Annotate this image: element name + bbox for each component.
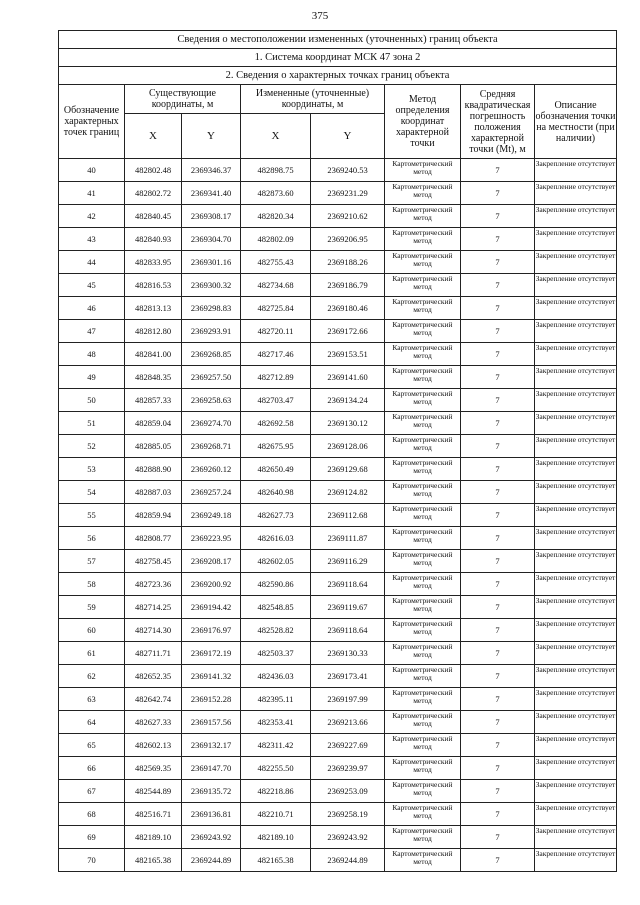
- cell-changed-x: 482436.03: [241, 665, 311, 688]
- coordinate-system-title: 1. Система координат МСК 47 зона 2: [59, 49, 617, 67]
- cell-existing-y: 2369172.19: [182, 642, 241, 665]
- cell-error: 7: [461, 527, 535, 550]
- cell-changed-x: 482755.43: [241, 251, 311, 274]
- header-error: Средняя квадратическая погрешность положения характерной точки (Mt), м: [461, 85, 535, 159]
- cell-changed-x: 482528.82: [241, 619, 311, 642]
- cell-point-number: 61: [59, 642, 125, 665]
- table-row: [59, 343, 617, 366]
- cell-description: Закрепление отсутствует: [535, 343, 617, 366]
- cell-error: 7: [461, 205, 535, 228]
- cell-changed-y: 2369206.95: [311, 228, 385, 251]
- cell-point-number: 53: [59, 458, 125, 481]
- table-row: [59, 159, 617, 182]
- cell-method: Картометрический метод: [385, 757, 461, 780]
- cell-point-number: 62: [59, 665, 125, 688]
- cell-description: Закрепление отсутствует: [535, 412, 617, 435]
- cell-existing-y: 2369346.37: [182, 159, 241, 182]
- cell-description: Закрепление отсутствует: [535, 780, 617, 803]
- cell-error: 7: [461, 228, 535, 251]
- cell-point-number: 51: [59, 412, 125, 435]
- cell-method: Картометрический метод: [385, 849, 461, 872]
- cell-method: Картометрический метод: [385, 481, 461, 504]
- cell-method: Картометрический метод: [385, 665, 461, 688]
- cell-method: Картометрический метод: [385, 527, 461, 550]
- cell-method: Картометрический метод: [385, 389, 461, 412]
- cell-error: 7: [461, 573, 535, 596]
- cell-changed-y: 2369153.51: [311, 343, 385, 366]
- cell-description: Закрепление отсутствует: [535, 550, 617, 573]
- cell-error: 7: [461, 642, 535, 665]
- cell-error: 7: [461, 734, 535, 757]
- table-row: [59, 803, 617, 826]
- cell-error: 7: [461, 412, 535, 435]
- table-title: Сведения о местоположении измененных (уточненных) границ объекта: [59, 31, 617, 49]
- cell-changed-y: 2369129.68: [311, 458, 385, 481]
- cell-existing-y: 2369200.92: [182, 573, 241, 596]
- header-changed-coords: Измененные (уточненные) координаты, м: [241, 85, 385, 114]
- cell-existing-x: 482642.74: [125, 688, 182, 711]
- cell-point-number: 49: [59, 366, 125, 389]
- cell-changed-y: 2369141.60: [311, 366, 385, 389]
- cell-error: 7: [461, 619, 535, 642]
- cell-changed-y: 2369112.68: [311, 504, 385, 527]
- cell-existing-x: 482808.77: [125, 527, 182, 550]
- cell-description: Закрепление отсутствует: [535, 297, 617, 320]
- cell-error: 7: [461, 550, 535, 573]
- cell-changed-x: 482873.60: [241, 182, 311, 205]
- cell-error: 7: [461, 435, 535, 458]
- cell-changed-x: 482218.86: [241, 780, 311, 803]
- cell-error: 7: [461, 458, 535, 481]
- cell-description: Закрепление отсутствует: [535, 228, 617, 251]
- cell-point-number: 60: [59, 619, 125, 642]
- cell-method: Картометрический метод: [385, 619, 461, 642]
- table-row: [59, 688, 617, 711]
- cell-error: 7: [461, 711, 535, 734]
- cell-existing-y: 2369157.56: [182, 711, 241, 734]
- cell-description: Закрепление отсутствует: [535, 665, 617, 688]
- cell-existing-x: 482848.35: [125, 366, 182, 389]
- cell-changed-y: 2369197.99: [311, 688, 385, 711]
- cell-method: Картометрический метод: [385, 228, 461, 251]
- cell-error: 7: [461, 596, 535, 619]
- cell-changed-y: 2369186.79: [311, 274, 385, 297]
- cell-error: 7: [461, 481, 535, 504]
- cell-existing-y: 2369244.89: [182, 849, 241, 872]
- cell-method: Картометрический метод: [385, 251, 461, 274]
- cell-changed-y: 2369134.24: [311, 389, 385, 412]
- cell-changed-x: 482720.11: [241, 320, 311, 343]
- cell-existing-y: 2369152.28: [182, 688, 241, 711]
- header-changed-x: X: [241, 114, 311, 159]
- cell-point-number: 47: [59, 320, 125, 343]
- cell-method: Картометрический метод: [385, 159, 461, 182]
- cell-point-number: 67: [59, 780, 125, 803]
- table-row: [59, 366, 617, 389]
- cell-changed-y: 2369231.29: [311, 182, 385, 205]
- cell-point-number: 41: [59, 182, 125, 205]
- cell-existing-x: 482813.13: [125, 297, 182, 320]
- table-row: [59, 826, 617, 849]
- cell-point-number: 64: [59, 711, 125, 734]
- cell-point-number: 43: [59, 228, 125, 251]
- cell-method: Картометрический метод: [385, 458, 461, 481]
- cell-existing-y: 2369223.95: [182, 527, 241, 550]
- table-row: [59, 642, 617, 665]
- cell-existing-y: 2369268.85: [182, 343, 241, 366]
- cell-existing-y: 2369274.70: [182, 412, 241, 435]
- cell-changed-y: 2369244.89: [311, 849, 385, 872]
- cell-changed-x: 482898.75: [241, 159, 311, 182]
- cell-changed-y: 2369119.67: [311, 596, 385, 619]
- table-row: [59, 182, 617, 205]
- header-existing-coords: Существующие координаты, м: [125, 85, 241, 114]
- cell-changed-x: 482650.49: [241, 458, 311, 481]
- cell-description: Закрепление отсутствует: [535, 688, 617, 711]
- cell-existing-x: 482723.36: [125, 573, 182, 596]
- table-row: [59, 711, 617, 734]
- table-row: [59, 596, 617, 619]
- cell-point-number: 46: [59, 297, 125, 320]
- cell-error: 7: [461, 366, 535, 389]
- cell-error: 7: [461, 182, 535, 205]
- cell-existing-y: 2369147.70: [182, 757, 241, 780]
- table-row: [59, 320, 617, 343]
- cell-changed-x: 482820.34: [241, 205, 311, 228]
- cell-changed-x: 482503.37: [241, 642, 311, 665]
- cell-existing-y: 2369243.92: [182, 826, 241, 849]
- cell-existing-x: 482652.35: [125, 665, 182, 688]
- cell-changed-x: 482802.09: [241, 228, 311, 251]
- cell-existing-x: 482602.13: [125, 734, 182, 757]
- cell-existing-x: 482802.72: [125, 182, 182, 205]
- table-row: [59, 504, 617, 527]
- cell-description: Закрепление отсутствует: [535, 435, 617, 458]
- cell-existing-y: 2369257.24: [182, 481, 241, 504]
- table-row: [59, 849, 617, 872]
- cell-existing-x: 482627.33: [125, 711, 182, 734]
- cell-description: Закрепление отсутствует: [535, 182, 617, 205]
- cell-error: 7: [461, 665, 535, 688]
- cell-description: Закрепление отсутствует: [535, 573, 617, 596]
- table-row: [59, 435, 617, 458]
- cell-description: Закрепление отсутствует: [535, 619, 617, 642]
- cell-description: Закрепление отсутствует: [535, 159, 617, 182]
- cell-description: Закрепление отсутствует: [535, 711, 617, 734]
- cell-description: Закрепление отсутствует: [535, 205, 617, 228]
- cell-error: 7: [461, 504, 535, 527]
- cell-changed-x: 482712.89: [241, 366, 311, 389]
- cell-changed-y: 2369227.69: [311, 734, 385, 757]
- cell-error: 7: [461, 757, 535, 780]
- cell-existing-x: 482569.35: [125, 757, 182, 780]
- cell-point-number: 56: [59, 527, 125, 550]
- cell-error: 7: [461, 780, 535, 803]
- cell-existing-x: 482816.53: [125, 274, 182, 297]
- cell-existing-y: 2369141.32: [182, 665, 241, 688]
- cell-existing-x: 482840.45: [125, 205, 182, 228]
- cell-description: Закрепление отсутствует: [535, 274, 617, 297]
- cell-changed-x: 482717.46: [241, 343, 311, 366]
- cell-method: Картометрический метод: [385, 412, 461, 435]
- cell-changed-x: 482311.42: [241, 734, 311, 757]
- table-row: [59, 228, 617, 251]
- cell-point-number: 54: [59, 481, 125, 504]
- cell-existing-y: 2369258.63: [182, 389, 241, 412]
- table-row: [59, 389, 617, 412]
- cell-method: Картометрический метод: [385, 182, 461, 205]
- cell-existing-x: 482833.95: [125, 251, 182, 274]
- cell-point-number: 70: [59, 849, 125, 872]
- cell-method: Картометрический метод: [385, 205, 461, 228]
- cell-existing-y: 2369268.71: [182, 435, 241, 458]
- cell-changed-y: 2369116.29: [311, 550, 385, 573]
- table-row: [59, 665, 617, 688]
- cell-point-number: 55: [59, 504, 125, 527]
- cell-method: Картометрический метод: [385, 826, 461, 849]
- cell-changed-y: 2369239.97: [311, 757, 385, 780]
- cell-existing-y: 2369301.16: [182, 251, 241, 274]
- cell-point-number: 45: [59, 274, 125, 297]
- cell-changed-x: 482395.11: [241, 688, 311, 711]
- cell-method: Картометрический метод: [385, 435, 461, 458]
- cell-error: 7: [461, 849, 535, 872]
- cell-method: Картометрический метод: [385, 734, 461, 757]
- cell-changed-x: 482165.38: [241, 849, 311, 872]
- cell-description: Закрепление отсутствует: [535, 826, 617, 849]
- cell-point-number: 65: [59, 734, 125, 757]
- table-row: [59, 205, 617, 228]
- cell-changed-y: 2369243.92: [311, 826, 385, 849]
- cell-existing-y: 2369298.83: [182, 297, 241, 320]
- cell-existing-x: 482714.30: [125, 619, 182, 642]
- cell-existing-y: 2369257.50: [182, 366, 241, 389]
- cell-changed-x: 482255.50: [241, 757, 311, 780]
- cell-changed-x: 482210.71: [241, 803, 311, 826]
- cell-description: Закрепление отсутствует: [535, 504, 617, 527]
- table-row: [59, 550, 617, 573]
- cell-existing-y: 2369132.17: [182, 734, 241, 757]
- cell-changed-y: 2369118.64: [311, 619, 385, 642]
- cell-changed-x: 482703.47: [241, 389, 311, 412]
- cell-existing-y: 2369293.91: [182, 320, 241, 343]
- cell-changed-y: 2369130.33: [311, 642, 385, 665]
- cell-description: Закрепление отсутствует: [535, 481, 617, 504]
- cell-existing-y: 2369300.32: [182, 274, 241, 297]
- cell-changed-x: 482616.03: [241, 527, 311, 550]
- cell-changed-x: 482602.05: [241, 550, 311, 573]
- header-description: Описание обозначения точки на местности (при наличии): [535, 85, 617, 159]
- cell-existing-x: 482544.89: [125, 780, 182, 803]
- table-row: [59, 274, 617, 297]
- cell-method: Картометрический метод: [385, 343, 461, 366]
- cell-point-number: 40: [59, 159, 125, 182]
- cell-existing-x: 482714.25: [125, 596, 182, 619]
- cell-description: Закрепление отсутствует: [535, 849, 617, 872]
- table-row: [59, 458, 617, 481]
- cell-changed-x: 482627.73: [241, 504, 311, 527]
- cell-existing-x: 482887.03: [125, 481, 182, 504]
- cell-error: 7: [461, 343, 535, 366]
- cell-existing-x: 482885.05: [125, 435, 182, 458]
- cell-method: Картометрический метод: [385, 596, 461, 619]
- cell-existing-x: 482857.33: [125, 389, 182, 412]
- cell-existing-x: 482859.94: [125, 504, 182, 527]
- cell-point-number: 68: [59, 803, 125, 826]
- cell-existing-x: 482165.38: [125, 849, 182, 872]
- cell-description: Закрепление отсутствует: [535, 596, 617, 619]
- cell-existing-y: 2369208.17: [182, 550, 241, 573]
- cell-description: Закрепление отсутствует: [535, 527, 617, 550]
- cell-error: 7: [461, 803, 535, 826]
- cell-method: Картометрический метод: [385, 711, 461, 734]
- cell-method: Картометрический метод: [385, 274, 461, 297]
- cell-description: Закрепление отсутствует: [535, 458, 617, 481]
- cell-point-number: 42: [59, 205, 125, 228]
- cell-changed-y: 2369124.82: [311, 481, 385, 504]
- table-row: [59, 780, 617, 803]
- cell-existing-y: 2369135.72: [182, 780, 241, 803]
- cell-existing-x: 482189.10: [125, 826, 182, 849]
- cell-changed-x: 482725.84: [241, 297, 311, 320]
- cell-existing-x: 482812.80: [125, 320, 182, 343]
- cell-point-number: 59: [59, 596, 125, 619]
- cell-description: Закрепление отсутствует: [535, 251, 617, 274]
- cell-existing-y: 2369249.18: [182, 504, 241, 527]
- cell-changed-y: 2369258.19: [311, 803, 385, 826]
- table-row: [59, 527, 617, 550]
- cell-existing-x: 482516.71: [125, 803, 182, 826]
- cell-point-number: 63: [59, 688, 125, 711]
- cell-point-number: 58: [59, 573, 125, 596]
- cell-changed-y: 2369130.12: [311, 412, 385, 435]
- cell-changed-x: 482675.95: [241, 435, 311, 458]
- table-row: [59, 251, 617, 274]
- cell-existing-x: 482840.93: [125, 228, 182, 251]
- cell-error: 7: [461, 251, 535, 274]
- header-point-designation: Обозначение характерных точек границ: [59, 85, 125, 159]
- cell-existing-y: 2369176.97: [182, 619, 241, 642]
- table-body: [59, 159, 617, 872]
- cell-method: Картометрический метод: [385, 366, 461, 389]
- cell-changed-x: 482353.41: [241, 711, 311, 734]
- table-row: [59, 573, 617, 596]
- cell-existing-y: 2369260.12: [182, 458, 241, 481]
- cell-error: 7: [461, 688, 535, 711]
- table-row: [59, 297, 617, 320]
- cell-method: Картометрический метод: [385, 320, 461, 343]
- cell-error: 7: [461, 826, 535, 849]
- cell-changed-x: 482692.58: [241, 412, 311, 435]
- cell-method: Картометрический метод: [385, 297, 461, 320]
- cell-method: Картометрический метод: [385, 504, 461, 527]
- cell-changed-y: 2369240.53: [311, 159, 385, 182]
- cell-existing-x: 482711.71: [125, 642, 182, 665]
- cell-existing-x: 482888.90: [125, 458, 182, 481]
- cell-existing-y: 2369341.40: [182, 182, 241, 205]
- cell-changed-y: 2369180.46: [311, 297, 385, 320]
- cell-method: Картометрический метод: [385, 780, 461, 803]
- cell-changed-y: 2369210.62: [311, 205, 385, 228]
- cell-point-number: 69: [59, 826, 125, 849]
- cell-changed-x: 482640.98: [241, 481, 311, 504]
- cell-existing-x: 482758.45: [125, 550, 182, 573]
- cell-description: Закрепление отсутствует: [535, 734, 617, 757]
- points-section-title: 2. Сведения о характерных точках границ объекта: [59, 67, 617, 85]
- table-row: [59, 757, 617, 780]
- table-row: [59, 734, 617, 757]
- cell-changed-y: 2369213.66: [311, 711, 385, 734]
- header-method: Метод определения координат характерной точки: [385, 85, 461, 159]
- cell-method: Картометрический метод: [385, 688, 461, 711]
- cell-method: Картометрический метод: [385, 803, 461, 826]
- cell-existing-y: 2369308.17: [182, 205, 241, 228]
- cell-error: 7: [461, 389, 535, 412]
- cell-changed-x: 482734.68: [241, 274, 311, 297]
- cell-error: 7: [461, 159, 535, 182]
- header-existing-y: Y: [182, 114, 241, 159]
- cell-changed-y: 2369111.87: [311, 527, 385, 550]
- cell-existing-y: 2369194.42: [182, 596, 241, 619]
- cell-point-number: 50: [59, 389, 125, 412]
- cell-existing-x: 482841.00: [125, 343, 182, 366]
- header-existing-x: X: [125, 114, 182, 159]
- cell-description: Закрепление отсутствует: [535, 757, 617, 780]
- cell-existing-y: 2369304.70: [182, 228, 241, 251]
- header-changed-y: Y: [311, 114, 385, 159]
- table-row: [59, 412, 617, 435]
- cell-description: Закрепление отсутствует: [535, 389, 617, 412]
- table-row: [59, 619, 617, 642]
- boundary-points-table: [58, 30, 617, 872]
- cell-changed-y: 2369172.66: [311, 320, 385, 343]
- cell-changed-y: 2369253.09: [311, 780, 385, 803]
- cell-changed-x: 482590.86: [241, 573, 311, 596]
- cell-changed-y: 2369173.41: [311, 665, 385, 688]
- cell-error: 7: [461, 274, 535, 297]
- cell-changed-y: 2369128.06: [311, 435, 385, 458]
- cell-description: Закрепление отсутствует: [535, 320, 617, 343]
- cell-error: 7: [461, 320, 535, 343]
- cell-point-number: 48: [59, 343, 125, 366]
- cell-existing-y: 2369136.81: [182, 803, 241, 826]
- cell-existing-x: 482859.04: [125, 412, 182, 435]
- cell-description: Закрепление отсутствует: [535, 642, 617, 665]
- cell-point-number: 66: [59, 757, 125, 780]
- cell-error: 7: [461, 297, 535, 320]
- cell-description: Закрепление отсутствует: [535, 803, 617, 826]
- cell-method: Картометрический метод: [385, 573, 461, 596]
- table-row: [59, 481, 617, 504]
- page-number: 375: [311, 10, 329, 22]
- cell-changed-y: 2369188.26: [311, 251, 385, 274]
- cell-changed-x: 482548.85: [241, 596, 311, 619]
- cell-changed-y: 2369118.64: [311, 573, 385, 596]
- cell-description: Закрепление отсутствует: [535, 366, 617, 389]
- cell-point-number: 52: [59, 435, 125, 458]
- cell-point-number: 57: [59, 550, 125, 573]
- cell-existing-x: 482802.48: [125, 159, 182, 182]
- cell-method: Картометрический метод: [385, 550, 461, 573]
- cell-point-number: 44: [59, 251, 125, 274]
- cell-method: Картометрический метод: [385, 642, 461, 665]
- cell-changed-x: 482189.10: [241, 826, 311, 849]
